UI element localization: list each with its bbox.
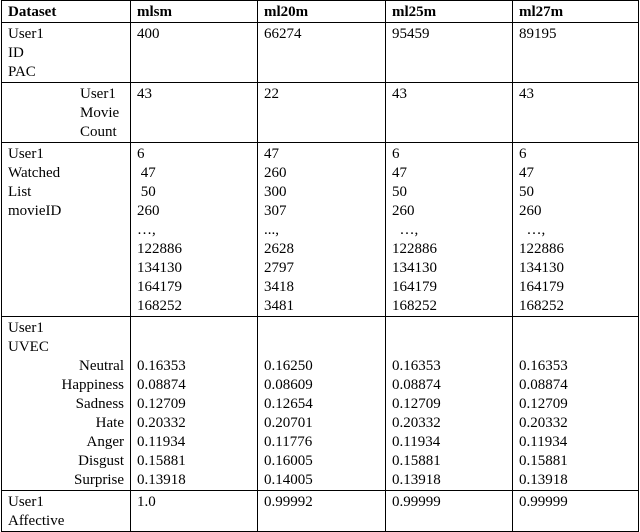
cell-value: 6 xyxy=(519,146,527,162)
emotion-label: Happiness xyxy=(61,377,124,393)
cell-value: 0.20332 xyxy=(519,415,568,431)
header-cell: mlsm xyxy=(131,1,258,23)
cell-value: 122886 xyxy=(137,241,182,257)
cell-value: 2628 xyxy=(264,241,294,257)
cell-value: 0.99999 xyxy=(392,494,441,510)
cell-value: 47 xyxy=(137,165,156,181)
cell-value: 0.14005 xyxy=(264,472,313,488)
header-cell: Dataset xyxy=(2,1,131,23)
value-cell xyxy=(131,23,258,83)
cell-value: 47 xyxy=(392,165,407,181)
cell-value: 260 xyxy=(519,203,542,219)
row-label-line: User1 xyxy=(8,146,44,162)
cell-value: 50 xyxy=(392,184,407,200)
table-row xyxy=(2,23,639,83)
header-cell: ml27m xyxy=(513,1,639,23)
value-cell xyxy=(131,143,258,317)
cell-value: 168252 xyxy=(392,298,437,314)
row-label-line: PAC xyxy=(8,64,36,80)
cell-value: 0.15881 xyxy=(392,453,441,469)
cell-value: 0.16353 xyxy=(392,358,441,374)
table-row xyxy=(2,83,639,143)
value-cell xyxy=(258,491,386,532)
cell-value: 2797 xyxy=(264,260,294,276)
cell-value: 47 xyxy=(519,165,534,181)
row-label-line: UVEC xyxy=(8,339,49,355)
cell-value: 50 xyxy=(137,184,156,200)
cell-value: 43 xyxy=(137,86,152,102)
cell-value: 0.08874 xyxy=(519,377,568,393)
row-label-cell xyxy=(2,83,131,143)
cell-value: 0.08609 xyxy=(264,377,313,393)
value-cell xyxy=(258,143,386,317)
row-label-cell xyxy=(2,23,131,83)
cell-value: 122886 xyxy=(392,241,437,257)
cell-value: 0.20332 xyxy=(392,415,441,431)
row-label-line: User1 xyxy=(80,86,116,102)
row-label-line: Count xyxy=(80,124,117,140)
value-cell xyxy=(386,317,513,491)
row-label-line: List xyxy=(8,184,32,200)
cell-value: 0.16250 xyxy=(264,358,313,374)
row-label-line: Affective xyxy=(8,513,65,529)
cell-value: 164179 xyxy=(137,279,182,295)
cell-value: 0.99992 xyxy=(264,494,313,510)
emotion-label: Disgust xyxy=(78,453,124,469)
cell-value: 168252 xyxy=(519,298,564,314)
cell-value: 0.15881 xyxy=(519,453,568,469)
row-label-line: Movie xyxy=(80,105,120,121)
cell-value: 0.16353 xyxy=(519,358,568,374)
cell-value: 47 xyxy=(264,146,279,162)
row-label-cell xyxy=(2,317,131,491)
cell-value: 134130 xyxy=(392,260,437,276)
table-row xyxy=(2,317,639,491)
value-cell xyxy=(131,317,258,491)
cell-value: 0.11776 xyxy=(264,434,313,450)
cell-value: …, xyxy=(392,222,419,238)
header-cell: ml25m xyxy=(386,1,513,23)
cell-value: 0.08874 xyxy=(392,377,441,393)
value-cell xyxy=(258,83,386,143)
value-cell xyxy=(513,23,639,83)
row-label-cell xyxy=(2,143,131,317)
value-cell xyxy=(386,83,513,143)
value-cell xyxy=(513,83,639,143)
cell-value: 400 xyxy=(137,26,160,42)
emotion-label: Sadness xyxy=(75,396,124,412)
cell-value: 0.12709 xyxy=(392,396,441,412)
cell-value: 0.12709 xyxy=(519,396,568,412)
cell-value: 0.16353 xyxy=(137,358,186,374)
cell-value: 0.11934 xyxy=(137,434,186,450)
cell-value: 89195 xyxy=(519,26,557,42)
cell-value: 22 xyxy=(264,86,279,102)
value-cell xyxy=(386,143,513,317)
cell-value: 300 xyxy=(264,184,287,200)
header-cell: ml20m xyxy=(258,1,386,23)
value-cell xyxy=(513,491,639,532)
cell-value: 0.20701 xyxy=(264,415,313,431)
emotion-label: Surprise xyxy=(74,472,124,488)
cell-value: ..., xyxy=(264,222,279,238)
cell-value: 6 xyxy=(137,146,145,162)
cell-value: 1.0 xyxy=(137,494,156,510)
cell-value: 168252 xyxy=(137,298,182,314)
value-cell xyxy=(386,23,513,83)
cell-value: 260 xyxy=(137,203,160,219)
cell-value: 0.20332 xyxy=(137,415,186,431)
value-cell xyxy=(513,317,639,491)
cell-value: 134130 xyxy=(519,260,564,276)
emotion-label: Neutral xyxy=(79,358,124,374)
value-cell xyxy=(258,23,386,83)
cell-value: 50 xyxy=(519,184,534,200)
cell-value: …, xyxy=(137,222,156,238)
cell-value: 0.11934 xyxy=(392,434,441,450)
row-label-line: movieID xyxy=(8,203,62,219)
cell-value: 0.15881 xyxy=(137,453,186,469)
value-cell xyxy=(131,491,258,532)
cell-value: 164179 xyxy=(519,279,564,295)
cell-value: 0.12709 xyxy=(137,396,186,412)
value-cell xyxy=(513,143,639,317)
cell-value: 0.13918 xyxy=(519,472,568,488)
table-row xyxy=(2,143,639,317)
emotion-label: Hate xyxy=(95,415,124,431)
cell-value: 95459 xyxy=(392,26,430,42)
value-cell xyxy=(386,491,513,532)
cell-value: 260 xyxy=(392,203,415,219)
header-row xyxy=(2,1,639,23)
cell-value: …, xyxy=(519,222,546,238)
row-label-line: ID xyxy=(8,45,24,61)
dataset-table xyxy=(1,0,639,532)
value-cell xyxy=(131,83,258,143)
cell-value: 122886 xyxy=(519,241,564,257)
cell-value: 43 xyxy=(519,86,534,102)
row-label-line: User1 xyxy=(8,320,44,336)
row-label-line: User1 xyxy=(8,494,44,510)
table-row xyxy=(2,491,639,532)
cell-value: 0.11934 xyxy=(519,434,568,450)
cell-value: 0.13918 xyxy=(137,472,186,488)
row-label-line: Watched xyxy=(8,165,61,181)
cell-value: 6 xyxy=(392,146,400,162)
cell-value: 43 xyxy=(392,86,407,102)
cell-value: 3481 xyxy=(264,298,294,314)
cell-value: 0.16005 xyxy=(264,453,313,469)
row-label-cell xyxy=(2,491,131,532)
emotion-label: Anger xyxy=(86,434,124,450)
cell-value: 0.12654 xyxy=(264,396,313,412)
cell-value: 3418 xyxy=(264,279,294,295)
cell-value: 0.08874 xyxy=(137,377,186,393)
cell-value: 164179 xyxy=(392,279,437,295)
value-cell xyxy=(258,317,386,491)
cell-value: 260 xyxy=(264,165,287,181)
cell-value: 307 xyxy=(264,203,287,219)
cell-value: 134130 xyxy=(137,260,182,276)
cell-value: 0.13918 xyxy=(392,472,441,488)
cell-value: 0.99999 xyxy=(519,494,568,510)
cell-value: 66274 xyxy=(264,26,302,42)
row-label-line: User1 xyxy=(8,26,44,42)
